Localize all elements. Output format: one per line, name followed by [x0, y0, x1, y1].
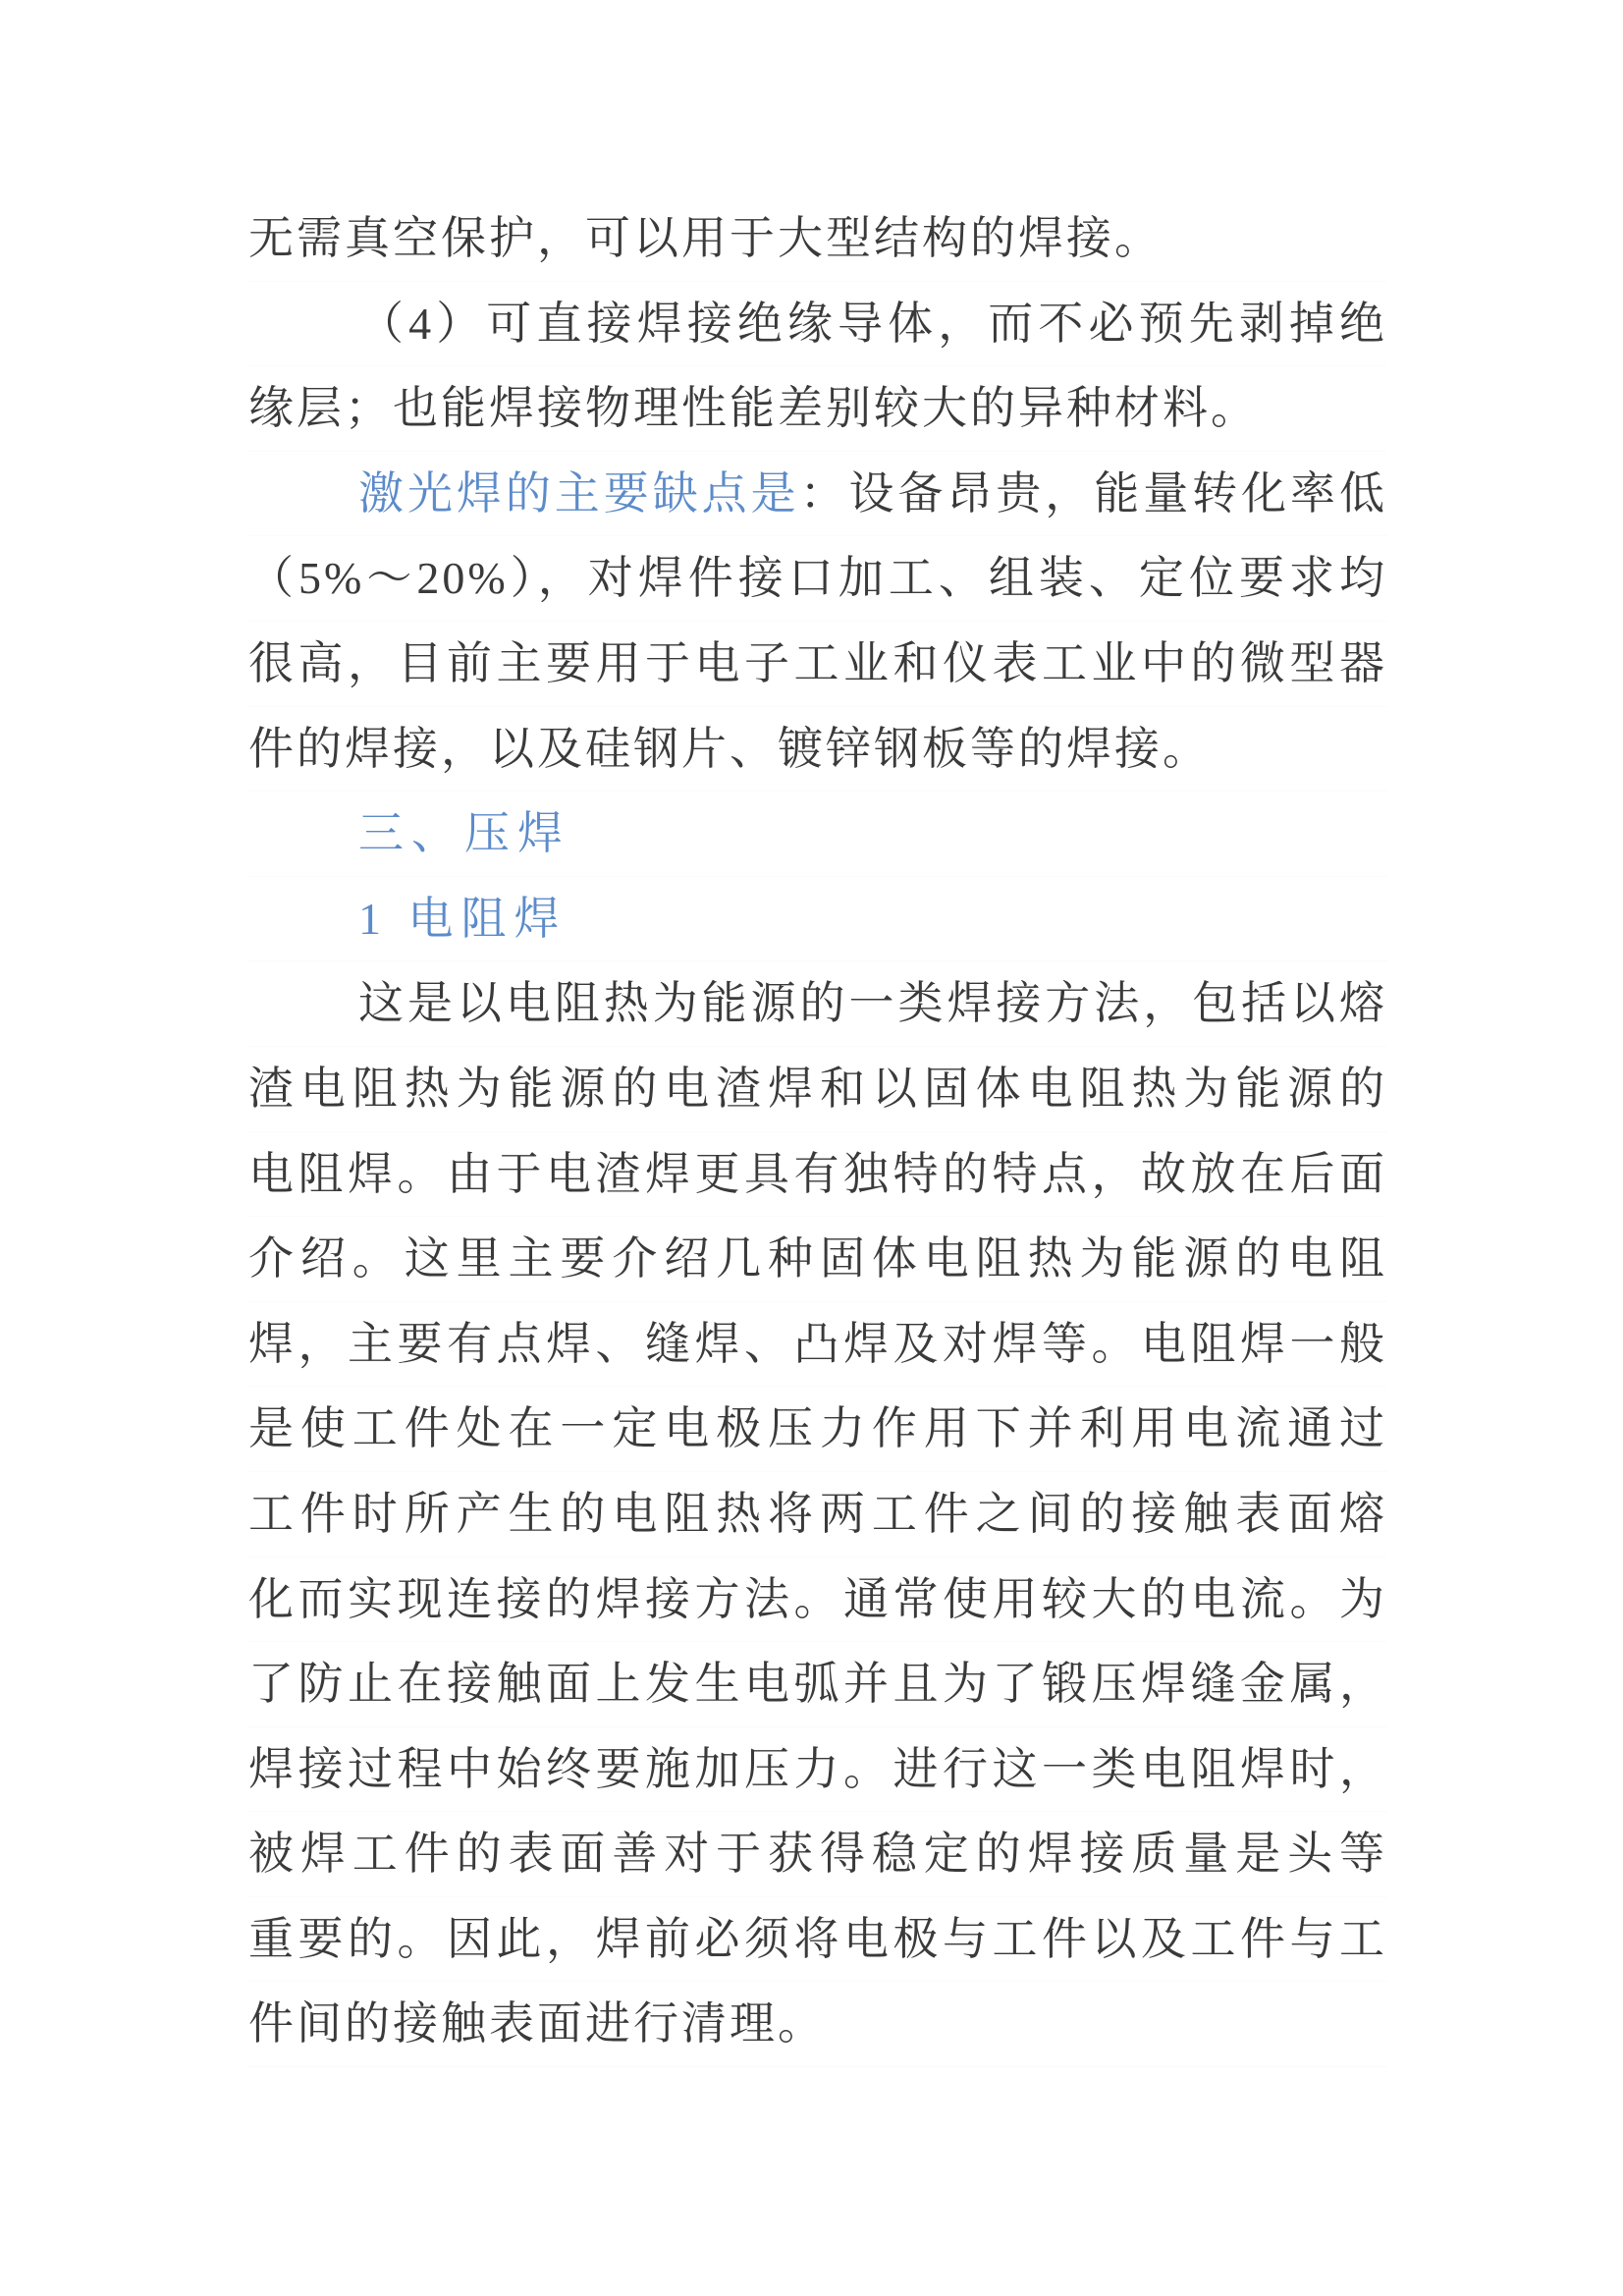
text-line: 介绍。这里主要介绍几种固体电阻热为能源的电阻: [248, 1217, 1387, 1302]
text-line: 被焊工件的表面善对于获得稳定的焊接质量是头等: [248, 1812, 1387, 1897]
heading-subsection-1-resistance-welding: 1 电阻焊: [248, 877, 1387, 962]
text-line: 渣电阻热为能源的电渣焊和以固体电阻热为能源的: [248, 1047, 1387, 1132]
text-line: 了防止在接触面上发生电弧并且为了锻压焊缝金属，: [248, 1642, 1387, 1727]
text-line-laser-drawbacks: [248, 452, 1387, 537]
text-line: 这是以电阻热为能源的一类焊接方法，包括以熔: [248, 961, 1387, 1047]
text-line: 件的焊接，以及硅钢片、镀锌钢板等的焊接。: [248, 707, 1387, 793]
text-line: 工件时所产生的电阻热将两工件之间的接触表面熔: [248, 1472, 1387, 1558]
text-line: （4）可直接焊接绝缘导体，而不必预先剥掉绝: [248, 282, 1387, 367]
text-line: 件间的接触表面进行清理。: [248, 1982, 1387, 2067]
laser-drawbacks-rest-text: ：设备昂贵，能量转化率低: [799, 467, 1388, 519]
text-line: 电阻焊。由于电渣焊更具有独特的特点，故放在后面: [248, 1132, 1387, 1218]
text-line: 是使工件处在一定电极压力作用下并利用电流通过: [248, 1387, 1387, 1472]
text-line: 缘层；也能焊接物理性能差别较大的异种材料。: [248, 366, 1387, 452]
laser-drawbacks-lead-text: 激光焊的主要缺点是: [358, 467, 800, 519]
text-line: 焊接过程中始终要施加压力。进行这一类电阻焊时，: [248, 1727, 1387, 1813]
text-line: 化而实现连接的焊接方法。通常使用较大的电流。为: [248, 1558, 1387, 1643]
text-line: （5%～20%），对焊件接口加工、组装、定位要求均: [248, 536, 1387, 622]
text-line: 重要的。因此，焊前必须将电极与工件以及工件与工: [248, 1897, 1387, 1983]
heading-section-3-pressure-welding: 三、压焊: [248, 792, 1387, 877]
document-text: [248, 196, 1387, 2067]
text-line: 很高，目前主要用于电子工业和仪表工业中的微型器: [248, 622, 1387, 707]
text-line: 焊，主要有点焊、缝焊、凸焊及对焊等。电阻焊一般: [248, 1302, 1387, 1388]
text-line: 无需真空保护，可以用于大型结构的焊接。: [248, 196, 1387, 282]
